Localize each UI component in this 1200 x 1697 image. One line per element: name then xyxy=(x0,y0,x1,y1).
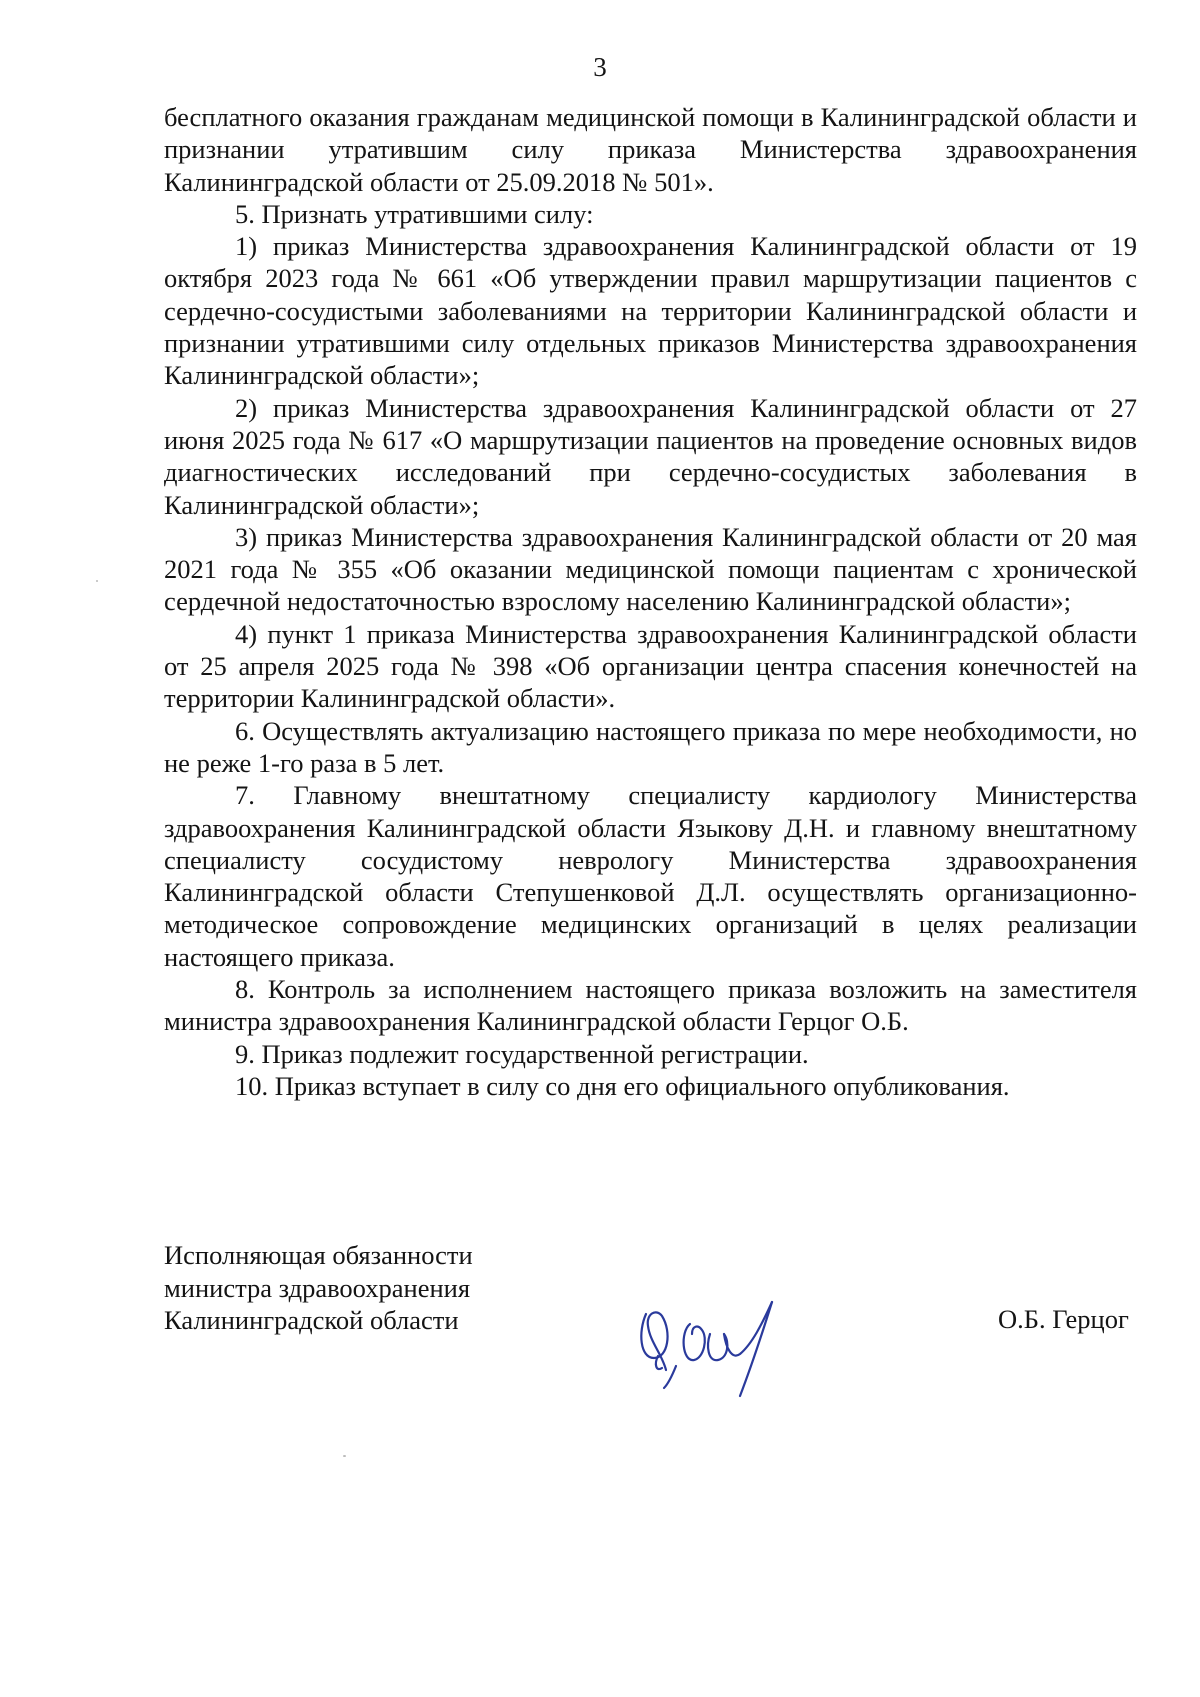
signatory-position xyxy=(164,1239,473,1337)
signature-stroke xyxy=(641,1312,667,1370)
signature-stroke xyxy=(684,1324,705,1360)
paragraph-item-6: 6. Осуществлять актуализацию настоящего приказа по мере необходимости, но не реже 1-го раза в 5 лет. xyxy=(164,715,1137,778)
signatory-position-line: Исполняющая обязанности xyxy=(164,1240,473,1270)
paragraph-item-8: 8. Контроль за исполнением настоящего приказа возложить на заместителя министра здравоохранения Калининградской области Герцог О.Б. xyxy=(164,974,1137,1037)
paragraph-continuation: бесплатного оказания гражданам медицинской помощи в Калининградской области и признании утратившим силу приказа Министерства здравоохранения Калининградской области от 25.09.2018 № 501». xyxy=(164,102,1137,197)
paragraph-item-9: 9. Приказ подлежит государственной регистрации. xyxy=(235,1038,809,1069)
paragraph-item-5-3: 3) приказ Министерства здравоохранения Калининградской области от 20 мая 2021 года № 355 «Об оказании медицинской помощи пациентам с хронической сердечной недостаточностью взрослому населению Калининградской области»; xyxy=(164,521,1137,617)
page-number: 3 xyxy=(593,52,607,82)
handwritten-signature xyxy=(632,1284,812,1404)
signature-stroke xyxy=(724,1302,772,1356)
signatory-name: О.Б. Герцог xyxy=(998,1304,1129,1334)
signatory-position-line: Калининградской области xyxy=(164,1305,459,1335)
paragraph-item-10: 10. Приказ вступает в силу со дня его официального опубликования. xyxy=(235,1070,1010,1101)
paragraph-item-7: 7. Главному внештатному специалисту кардиологу Министерства здравоохранения Калининградской области Языкову Д.Н. и главному внештатному специалисту сосудистому неврологу Министерства здравоохранения Калининградской области Степушенковой Д.Л. осуществлять организационно-методическое сопровождение медицинских организаций в целях реализации настоящего приказа. xyxy=(164,780,1137,972)
document-body xyxy=(164,101,1137,1102)
paragraph-item-5-1: 1) приказ Министерства здравоохранения Калининградской области от 19 октября 2023 года № 661 «Об утверждении правил маршрутизации пациентов с сердечно-сосудистыми заболеваниями на территории Калининградской области и признании утратившими силу отдельных приказов Министерства здравоохранения Калининградской области»; xyxy=(164,231,1137,391)
paragraph-item-5: 5. Признать утратившими силу: xyxy=(235,198,594,229)
paragraph-item-5-4: 4) пункт 1 приказа Министерства здравоохранения Калининградской области от 25 апреля 2025 года № 398 «Об организации центра спасения конечностей на территории Калининградской области». xyxy=(164,618,1137,714)
signatory-position-line: министра здравоохранения xyxy=(164,1272,471,1303)
scan-speck xyxy=(96,580,98,582)
paragraph-item-5-2: 2) приказ Министерства здравоохранения Калининградской области от 27 июня 2025 года № 617 «О маршрутизации пациентов на проведение основных видов диагностических исследований при сердечно-сосудистых заболевания в Калининградской области»; xyxy=(164,392,1137,520)
scan-speck xyxy=(343,1455,346,1457)
